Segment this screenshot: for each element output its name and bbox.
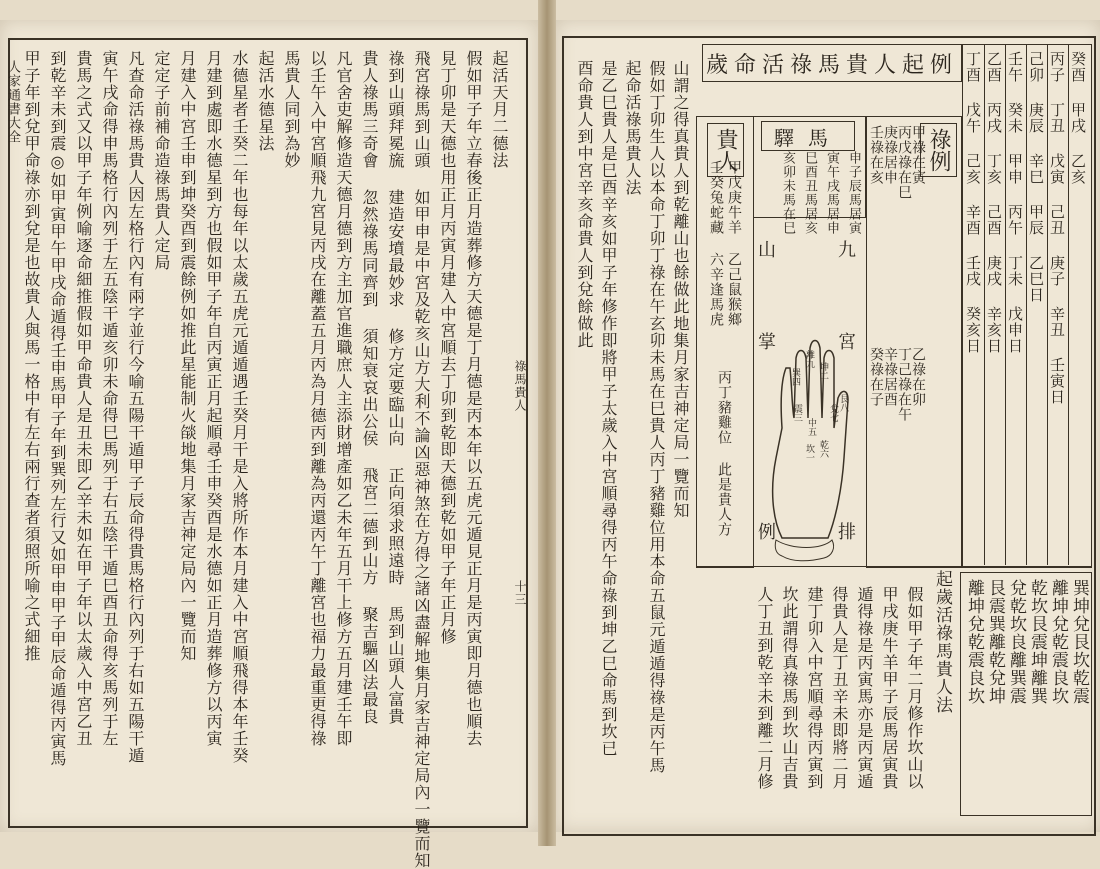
palm-finger-label: 兌七 (828, 404, 838, 422)
ma-item: 申子辰馬居寅 (846, 151, 861, 235)
left-column-14: 凡查命活祿馬貴人因左格行內有兩字並行今喻五陽干遁甲子辰命得貴馬格行內列于右如五陽干遁 (126, 50, 145, 764)
divider (696, 566, 1092, 567)
margin-section: 祿馬貴人 (513, 360, 527, 412)
table-divider (1068, 45, 1069, 565)
gui-item: 壬癸兔蛇藏 六辛逢馬虎 (708, 160, 724, 327)
left-column-8: 馬貴人同到為妙 (282, 50, 301, 169)
right-column-3: 是乙巳貴人是巳酉辛亥如甲子年修作即將甲子太歲入中宮順尋得丙午命祿到坤乙巳命馬到坎已 (599, 60, 618, 757)
bagua-column-4: 艮震巽離乾兌坤 (985, 579, 1005, 705)
palm-label: 山 (758, 240, 776, 261)
table-divider (1005, 45, 1006, 565)
palm-finger-label: 乾六 (818, 440, 828, 458)
bagua-column-5: 離坤兌乾震良坎 (964, 579, 984, 705)
right-page (556, 20, 1100, 832)
left-column-3: 飛宮祿馬到山頭 如甲申是中宮及乾亥山方大利不論凶惡神煞在方得之諸凶盡解地集月家吉神定局內一覽而知 (412, 50, 431, 869)
page-number: 十三 (513, 580, 527, 606)
bottom-column-1: 甲戌庚牛羊甲子辰馬居寅貴 (880, 586, 899, 790)
palm-finger-label: 艮八 (838, 394, 848, 412)
palm-finger-label: 坎一 (804, 444, 814, 462)
lu-item: 庚祿居申 (882, 125, 898, 185)
palm-diagram (752, 218, 864, 566)
bottom-column-5: 坎此謂得真祿馬到坎山吉貴 (780, 586, 799, 790)
palm-finger-label: 震三 (792, 404, 802, 422)
right-column-1: 假如丁卯生人以本命丁卯丁祿在午玄卯未馬在巳貴人丙丁豬雞位用本命五鼠元遁遁得祿是丙午馬 (647, 60, 666, 774)
ganzhi-column-1: 丙子 丁丑 戊寅 己丑 庚子 辛丑 壬寅日 (1048, 51, 1066, 405)
gui-item: 丙丁豬雞位 此是貴人方 (716, 370, 732, 537)
palm-finger-label: 巽四 (790, 368, 800, 386)
table-divider (1047, 45, 1048, 565)
bottom-column-0: 假如甲子年二月修作坎山以 (905, 586, 924, 790)
bagua-column-2: 乾坎艮震坤離巽 (1027, 579, 1047, 705)
ma-item: 寅午戌馬居申 (824, 151, 839, 235)
margin-header: 人家通書大全 (5, 60, 20, 144)
ganzhi-column-5: 丁酉 戊午 己亥 辛酉 壬戌 癸亥日 (964, 51, 982, 354)
palm-finger-label: 中五 (806, 418, 816, 436)
lu-section (866, 116, 962, 568)
lu-item: 辛祿居酉 (882, 347, 898, 407)
lu-item: 乙祿在卯 (910, 347, 926, 407)
ganzhi-column-0: 癸酉 甲戌 乙亥 (1069, 51, 1087, 185)
chart-title: 歲命活祿馬貴人起例 (702, 44, 962, 82)
left-column-1: 假如甲子年立春後正月造葬修方天德是丁月德是丙本年以五虎元遁見正月是丙寅即月德也順去 (464, 50, 483, 747)
bottom-heading: 起歲活祿馬貴人法 (932, 570, 952, 714)
left-column-12: 月建入中宮壬申到坤癸酉到震餘例如推此星能制火燄地集月家吉神定局內一覽而知 (178, 50, 197, 662)
gui-item: 甲戊庚牛羊 乙己鼠猴鄉 (726, 160, 742, 327)
ganzhi-table (962, 44, 1092, 568)
bagua-table (960, 572, 1092, 816)
right-column-4: 酉命貴人到中宮辛亥命貴人到兌餘做此 (575, 60, 594, 349)
left-column-13: 定定子前補命造祿馬貴人定局 (152, 50, 171, 271)
ma-section (752, 116, 866, 235)
left-page (0, 20, 538, 869)
bottom-column-2: 遁得祿是丙寅馬亦是丙寅遁 (855, 586, 874, 790)
palm-label: 例 (758, 522, 776, 543)
palm-label: 掌 (758, 332, 776, 353)
ma-label: 驛馬 (761, 121, 855, 151)
left-column-11: 月建到處即水德星到方也假如甲子年自丙寅正月起順尋壬申癸酉是水德如正月造葬修方以丙寅 (204, 50, 223, 747)
left-column-17: 到乾辛未到震◎如甲寅甲午甲戌命遁得壬申馬甲子年到巽列左行又如甲申甲子甲辰命遁得丙寅馬 (48, 50, 67, 767)
palm-label: 宮 (838, 332, 856, 353)
left-column-9: 起活水德星法 (256, 50, 275, 152)
gui-label: 貴人 (707, 123, 744, 177)
lu-item: 甲祿在寅 (910, 125, 926, 185)
ma-item: 巳酉丑馬居亥 (802, 151, 817, 235)
left-column-18: 甲子年到兌甲命祿亦到兌是也故貴人與馬一格中有左右兩行查者須照所喻之式細推 (22, 50, 41, 662)
right-column-0: 山謂之得真貴人到乾離山也餘做此地集月家吉神定局一覽而知 (671, 60, 690, 519)
left-column-15: 寅午戌命得申馬格行內列于左五陰干遁亥卯未命得巳馬列于右五陰干遁巳酉丑命得亥馬列于左 (100, 50, 119, 747)
left-column-7: 以壬午入中宮順飛九宮見丙戌在離蓋五月丙為月德丙到離為丙還丙午丁離宮也福力最重更得祿 (308, 50, 327, 747)
ganzhi-column-4: 乙酉 丙戌 丁亥 己酉 庚戌 辛亥日 (985, 51, 1003, 354)
ganzhi-column-3: 壬午 癸未 甲申 丙午 丁未 戊申日 (1006, 51, 1024, 354)
right-column-2: 起命活祿馬貴人法 (623, 60, 642, 196)
lu-item: 丁己祿在午 (896, 347, 912, 422)
palm-label: 九 (838, 240, 856, 261)
bagua-column-1: 離坤兌乾震良坎 (1048, 579, 1068, 705)
palm-icon (752, 218, 864, 566)
left-page-frame (8, 38, 528, 869)
palm-finger-label: 離九 (804, 350, 814, 368)
bottom-column-6: 人丁丑到乾辛未到離二月修 (755, 586, 774, 790)
left-column-5: 貴人祿馬三奇會 忽然祿馬同齊到 須知衰哀出公侯 飛宮二德到山方 聚吉驅凶法最良 (360, 50, 379, 725)
lu-item: 癸祿在子 (868, 347, 884, 407)
ma-item: 亥卯未馬在巳 (780, 151, 795, 235)
left-column-10: 水德星者壬癸二年也每年以太歲五虎元遁遁遇壬癸月干是入將所作本月建入中宮順飛得本年壬癸 (230, 50, 249, 764)
table-divider (1026, 45, 1027, 565)
palm-finger-label: 坤二 (818, 362, 828, 380)
left-column-16: 貴馬之式又以甲子年例喻逐命細推假如甲命貴人是丑未即乙辛未如在甲子年以太歲入中宮乙丑 (74, 50, 93, 747)
palm-label: 排 (838, 522, 856, 543)
left-column-6: 凡官舍吏解修造天德月德到方主加官進職庶人主添財增產如乙未年五月干上修方五月建壬午即 (334, 50, 353, 747)
bottom-column-4: 建丁卯入中宮順尋得丙寅到 (805, 586, 824, 790)
ganzhi-column-2: 己卯 庚辰 辛巳 甲辰 乙巳日 (1027, 51, 1045, 303)
bagua-column-0: 巽坤兌艮坎乾震 (1069, 579, 1089, 705)
bottom-column-3: 得貴人是丁丑辛未即將二月 (830, 586, 849, 790)
left-column-0: 起活天月二德法 (490, 50, 509, 169)
left-column-4: 祿到山頭拜冕旒 建造安墳最妙求 修方定要臨山向 正向須求照遠時 馬到山頭人富貴 (386, 50, 405, 725)
table-divider (984, 45, 985, 565)
left-column-2: 見丁卯是天德也用正月丙寅月建入中宮順去丁卯到乾即天德到乾如甲子年正月修 (438, 50, 457, 645)
lu-item: 壬祿在亥 (868, 125, 884, 185)
lu-label: 祿例 (920, 123, 957, 177)
book-gutter (538, 0, 556, 846)
lu-item: 丙戊祿在巳 (896, 125, 912, 200)
bagua-column-3: 兌乾坎良離巽震 (1006, 579, 1026, 705)
